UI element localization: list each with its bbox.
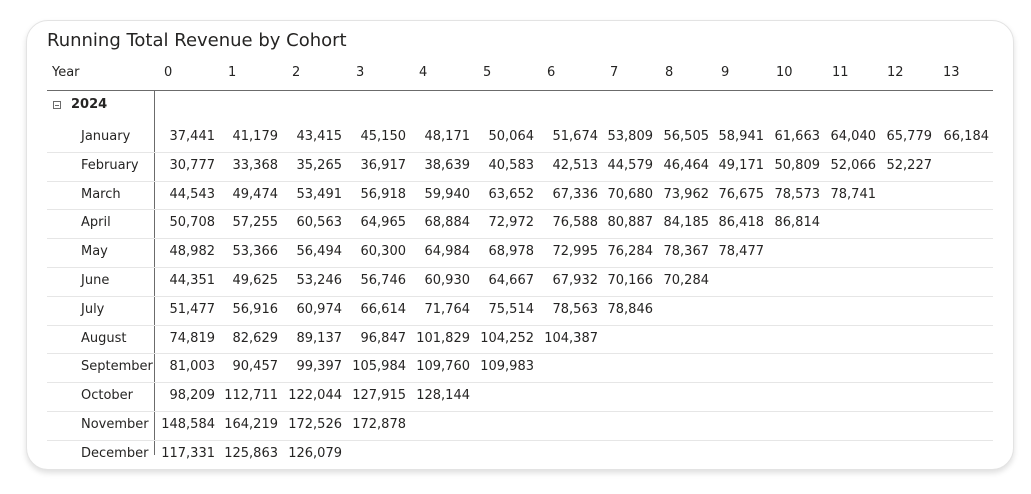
table-row [47, 354, 993, 383]
table-row [47, 383, 993, 412]
table-cell: 86,418 [718, 215, 764, 231]
table-row [47, 239, 993, 268]
table-cell: 72,995 [552, 244, 598, 260]
column-header-4[interactable]: 4 [419, 65, 428, 80]
table-cell: 104,387 [544, 330, 598, 346]
table-cell: 78,477 [718, 244, 764, 260]
table-cell: 33,368 [232, 157, 278, 173]
row-header-label[interactable]: Year [52, 65, 80, 80]
table-cell: 125,863 [224, 445, 278, 461]
table-row [47, 412, 993, 441]
table-cell: 56,746 [360, 272, 406, 288]
table-cell: 71,764 [424, 301, 470, 317]
table-row [47, 297, 993, 326]
table-cell: 109,983 [480, 359, 534, 375]
table-cell: 61,663 [774, 129, 820, 144]
row-label: August [81, 330, 127, 346]
row-label: November [81, 416, 149, 432]
table-cell: 67,336 [552, 186, 598, 202]
table-cell: 84,185 [663, 215, 709, 231]
table-cell: 86,814 [774, 215, 820, 231]
table-cell: 52,066 [830, 157, 876, 173]
table-cell: 49,474 [232, 186, 278, 202]
table-row [47, 268, 993, 297]
table-cell: 164,219 [224, 416, 278, 432]
table-cell: 66,614 [360, 301, 406, 317]
table-cell: 104,252 [480, 330, 534, 346]
row-label: September [81, 359, 153, 375]
row-label: October [81, 388, 134, 404]
row-label: April [81, 215, 111, 231]
table-row [47, 210, 993, 239]
table-cell: 35,265 [296, 157, 342, 173]
table-row [47, 441, 993, 469]
column-header-0[interactable]: 0 [164, 65, 173, 80]
table-cell: 46,464 [663, 157, 709, 173]
table-cell: 60,930 [424, 272, 470, 288]
table-cell: 56,505 [663, 129, 709, 144]
table-cell: 82,629 [232, 330, 278, 346]
table-cell: 50,708 [169, 215, 215, 231]
matrix-table [47, 58, 993, 469]
table-cell: 38,639 [424, 157, 470, 173]
table-cell: 58,941 [718, 129, 764, 144]
table-cell: 70,166 [607, 272, 653, 288]
table-cell: 78,846 [607, 301, 653, 317]
table-cell: 48,171 [424, 129, 470, 144]
group-row [47, 91, 993, 124]
table-cell: 68,978 [488, 244, 534, 260]
table-cell: 76,675 [718, 186, 764, 202]
table-cell: 76,284 [607, 244, 653, 260]
column-header-1[interactable]: 1 [228, 65, 237, 80]
table-cell: 72,972 [488, 215, 534, 231]
table-cell: 48,982 [169, 244, 215, 260]
table-cell: 44,351 [169, 272, 215, 288]
table-cell: 73,962 [663, 186, 709, 202]
table-cell: 30,777 [169, 157, 215, 173]
table-cell: 51,477 [169, 301, 215, 317]
table-cell: 41,179 [232, 129, 278, 144]
group-label: 2024 [71, 97, 108, 112]
table-cell: 117,331 [161, 445, 215, 461]
table-cell: 70,284 [663, 272, 709, 288]
table-cell: 52,227 [886, 157, 932, 173]
column-header-13[interactable]: 13 [943, 65, 960, 80]
table-cell: 60,300 [360, 244, 406, 260]
column-header-6[interactable]: 6 [547, 65, 556, 80]
table-row [47, 182, 993, 211]
table-cell: 44,543 [169, 186, 215, 202]
table-cell: 76,588 [552, 215, 598, 231]
table-cell: 126,079 [288, 445, 342, 461]
table-cell: 105,984 [352, 359, 406, 375]
column-header-11[interactable]: 11 [832, 65, 849, 80]
table-cell: 128,144 [416, 388, 470, 404]
column-header-8[interactable]: 8 [665, 65, 674, 80]
table-cell: 89,137 [296, 330, 342, 346]
chart-title: Running Total Revenue by Cohort [47, 30, 347, 51]
table-cell: 148,584 [161, 416, 215, 432]
table-cell: 40,583 [488, 157, 534, 173]
table-cell: 57,255 [232, 215, 278, 231]
row-label: June [81, 272, 110, 288]
table-cell: 56,918 [360, 186, 406, 202]
table-cell: 127,915 [352, 388, 406, 404]
table-cell: 44,579 [607, 157, 653, 173]
matrix-body [47, 124, 993, 469]
table-cell: 45,150 [360, 129, 406, 144]
table-cell: 56,494 [296, 244, 342, 260]
table-cell: 53,366 [232, 244, 278, 260]
table-cell: 109,760 [416, 359, 470, 375]
table-row [47, 153, 993, 182]
row-label: December [81, 445, 149, 461]
table-cell: 80,887 [607, 215, 653, 231]
row-label: July [81, 301, 105, 317]
table-cell: 78,563 [552, 301, 598, 317]
table-cell: 36,917 [360, 157, 406, 173]
column-header-10[interactable]: 10 [776, 65, 793, 80]
table-cell: 56,916 [232, 301, 278, 317]
table-cell: 90,457 [232, 359, 278, 375]
table-cell: 53,491 [296, 186, 342, 202]
column-header-9[interactable]: 9 [721, 65, 730, 80]
table-cell: 43,415 [296, 129, 342, 144]
table-cell: 81,003 [169, 359, 215, 375]
table-cell: 60,563 [296, 215, 342, 231]
table-cell: 101,829 [416, 330, 470, 346]
column-header-3[interactable]: 3 [356, 65, 365, 80]
table-cell: 78,741 [830, 186, 876, 202]
table-cell: 49,625 [232, 272, 278, 288]
table-cell: 53,246 [296, 272, 342, 288]
table-cell: 68,884 [424, 215, 470, 231]
table-cell: 66,184 [943, 129, 989, 144]
column-header-2[interactable]: 2 [292, 65, 301, 80]
table-cell: 64,667 [488, 272, 534, 288]
column-header-row [47, 58, 993, 91]
table-cell: 49,171 [718, 157, 764, 173]
table-cell: 64,984 [424, 244, 470, 260]
row-label: March [81, 186, 121, 202]
table-cell: 70,680 [607, 186, 653, 202]
table-cell: 65,779 [886, 129, 932, 144]
table-cell: 50,809 [774, 157, 820, 173]
table-row [47, 124, 993, 153]
collapse-icon[interactable] [53, 101, 61, 109]
table-cell: 78,573 [774, 186, 820, 202]
table-cell: 64,040 [830, 129, 876, 144]
table-cell: 37,441 [169, 129, 215, 144]
table-cell: 64,965 [360, 215, 406, 231]
table-row [47, 326, 993, 355]
column-header-12[interactable]: 12 [887, 65, 904, 80]
table-cell: 51,674 [552, 129, 598, 144]
table-cell: 75,514 [488, 301, 534, 317]
table-cell: 42,513 [552, 157, 598, 173]
row-label: January [81, 129, 131, 144]
row-label: May [81, 244, 108, 260]
table-cell: 67,932 [552, 272, 598, 288]
table-cell: 78,367 [663, 244, 709, 260]
table-cell: 172,878 [352, 416, 406, 432]
table-cell: 59,940 [424, 186, 470, 202]
table-cell: 60,974 [296, 301, 342, 317]
table-cell: 99,397 [296, 359, 342, 375]
table-cell: 96,847 [360, 330, 406, 346]
table-cell: 53,809 [607, 129, 653, 144]
table-cell: 98,209 [169, 388, 215, 404]
table-cell: 122,044 [288, 388, 342, 404]
row-label: February [81, 157, 139, 173]
table-cell: 172,526 [288, 416, 342, 432]
table-cell: 74,819 [169, 330, 215, 346]
column-header-5[interactable]: 5 [483, 65, 492, 80]
table-cell: 63,652 [488, 186, 534, 202]
column-header-7[interactable]: 7 [610, 65, 619, 80]
table-cell: 112,711 [224, 388, 278, 404]
table-cell: 50,064 [488, 129, 534, 144]
